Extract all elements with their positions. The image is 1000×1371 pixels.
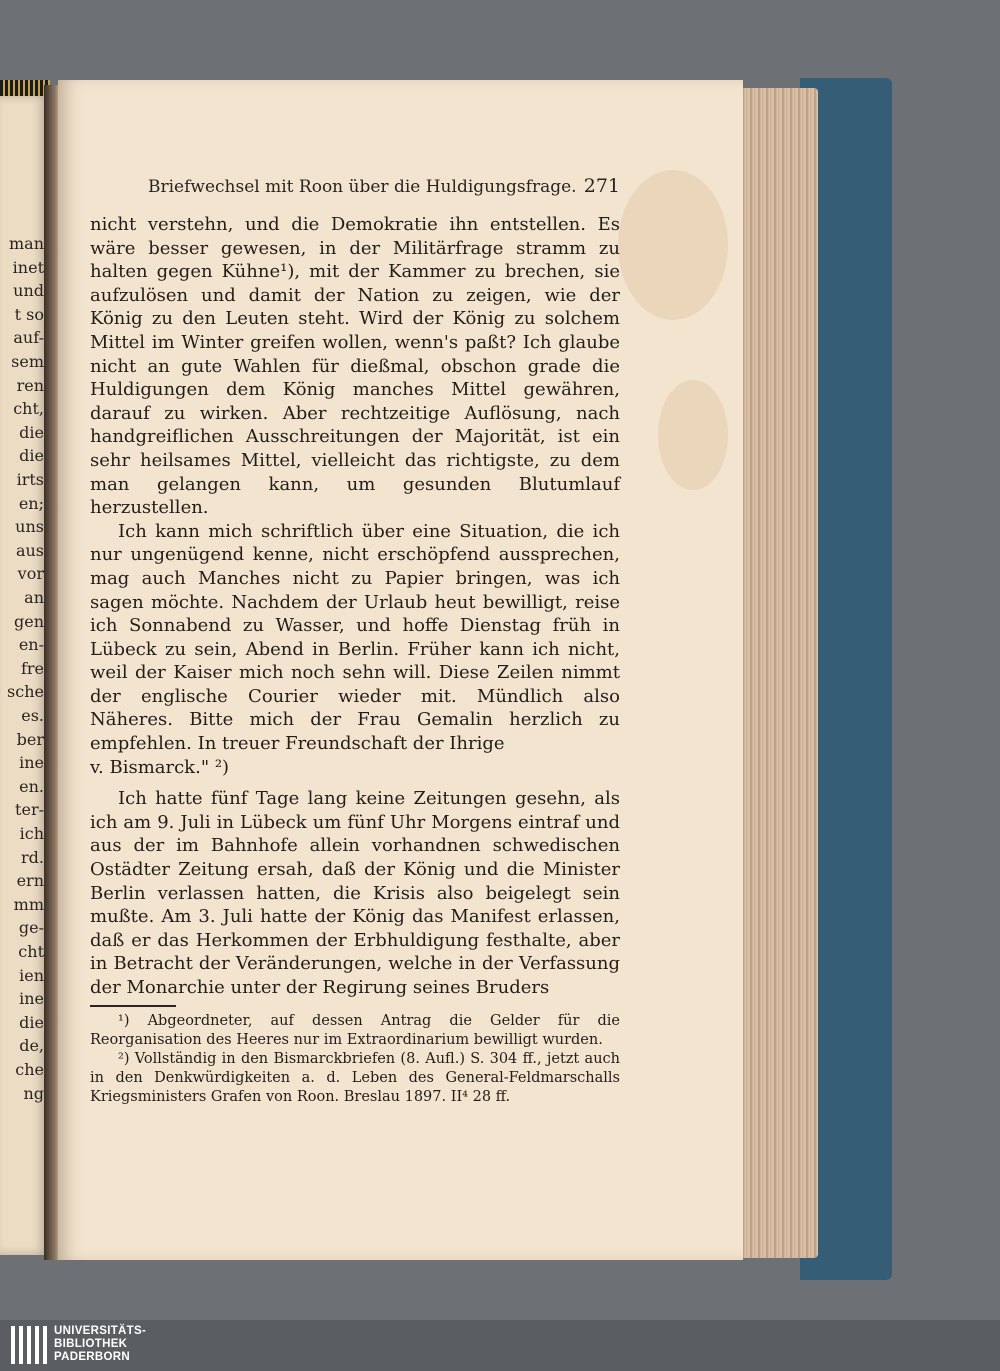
previous-page-line: cht [18, 942, 44, 961]
previous-page-line: ine [19, 753, 44, 773]
library-logo-text [54, 1325, 146, 1364]
previous-page-line: ien [19, 965, 44, 985]
paragraph: nicht verstehn, und die Demokratie ihn entstellen. Es wäre besser gewesen, in der Militärfrage stramm zu halten gegen Kühne¹), mit der Kammer zu brechen, sie aufzulösen und damit der Nation zu zeigen, wie der König zu den Leuten steht. Wird der König zu solchem Mittel im Winter greifen wollen, wenn's paßt? Ich glaube nicht an gute Wahlen für dießmal, obschon grade die Huldigungen dem König manches Mittel gewähren, darauf zu wirken. Aber rechtzeitige Auflösung, nach handgreiflichen Ausschreitungen der Majorität, ist ein sehr heilsames Mittel, vielleicht das richtigste, zu dem man gelangen kann, um gesunden Blutumlauf herzustellen. [90, 214, 620, 519]
previous-page-line: che [15, 1060, 44, 1079]
previous-page-line: sche [7, 682, 44, 702]
previous-page-line: auf- [13, 328, 44, 348]
previous-page-line: ge- [18, 918, 44, 938]
left-page-edge [0, 80, 50, 96]
running-head [148, 175, 620, 197]
paper-stain [658, 380, 728, 490]
body-text [90, 213, 620, 1000]
previous-page-line: ber [16, 729, 44, 749]
previous-page-line: irts [16, 470, 44, 489]
logo-line: PADERBORN [54, 1351, 130, 1363]
previous-page-line: und [13, 281, 44, 301]
paper-stain [618, 170, 728, 320]
previous-page-line: vor [17, 564, 44, 584]
previous-page-line: es. [21, 706, 44, 725]
previous-page-line: fre [20, 658, 44, 678]
footnote: ¹) Abgeordneter, auf dessen Antrag die Gelder für die Reorganisation des Heeres nur im Extraordinarium bewilligt wurden. [90, 1013, 620, 1048]
footnote: ²) Vollständig in den Bismarckbriefen (8. Aufl.) S. 304 ff., jetzt auch in den Denkwürdigkeiten a. d. Leben des General-Feldmarschalls Kriegsministers Grafen von Roon. Breslau 1897. II⁴ 28 ff. [90, 1051, 620, 1105]
previous-page-line: die [19, 1012, 44, 1032]
letter-signature: v. Bismarck." ²) [90, 756, 230, 778]
previous-page-line: die [19, 446, 44, 466]
footnotes [90, 1012, 620, 1107]
logo-line: UNIVERSITÄTS- [54, 1325, 147, 1337]
previous-page-line: cht, [13, 399, 44, 419]
previous-page-line: en. [19, 776, 44, 796]
previous-page-line: gen [13, 611, 44, 631]
previous-page-line: sem [11, 352, 44, 371]
previous-page-line: rd. [21, 847, 44, 867]
previous-page-line: en- [18, 635, 44, 655]
previous-page-line: de, [19, 1036, 44, 1056]
footnote-divider [90, 1005, 176, 1007]
running-head-title: Briefwechsel mit Roon über die Huldigungsfrage. [148, 177, 577, 197]
previous-page-line: ter- [15, 800, 44, 820]
previous-page-line: die [19, 422, 44, 442]
previous-page-line: en; [18, 493, 44, 513]
paragraph: Ich kann mich schriftlich über eine Situation, die ich nur ungenügend kenne, nicht erschöpfend aussprechen, mag auch Manches nicht zu Papier bringen, was ich sagen möchte. Nachdem der Urlaub heut bewilligt, reise ich Sonnabend zu Wasser, und hoffe Dienstag früh in Lübeck zu sein, Abend in Berlin. Früher kann ich nicht, weil der Kaiser mich noch sehn will. Diese Zeilen nimmt der englische Courier wieder mit. Mündlich also Näheres. Bitte mich der Frau Gemalin herzlich zu empfehlen. In treuer Freundschaft der Ihrige [90, 520, 620, 755]
previous-page-line: uns [15, 517, 44, 537]
previous-page-line: t so [14, 304, 44, 324]
page-block-edge [738, 88, 818, 1258]
previous-page-line: ern [16, 871, 44, 891]
previous-page-line: ine [19, 989, 44, 1009]
previous-page-line: inet [12, 257, 44, 277]
logo-line: BIBLIOTHEK [54, 1338, 128, 1350]
previous-page-line: aus [15, 540, 44, 560]
previous-page-line: an [24, 588, 44, 607]
footer-bar [0, 1320, 1000, 1371]
previous-page-line: man [8, 234, 44, 253]
paragraph: Ich hatte fünf Tage lang keine Zeitungen gesehn, als ich am 9. Juli in Lübeck um fünf Uhr Morgens eintraf und aus der im Bahnhofe allein vorhandnen schwedischen Ostädter Zeitung ersah, daß der König und die Minister Berlin verlassen hatten, die Krisis also beigelegt sein mußte. Am 3. Juli hatte der König das Manifest erlassen, daß er das Herkommen der Erbhuldigung festhalte, aber in Betracht der Veränderungen, welche in der Verfassung der Monarchie unter der Regirung seines Bruders [90, 788, 620, 998]
library-logo-icon [10, 1324, 48, 1366]
page-number: 271 [583, 175, 620, 197]
previous-page-line: ren [16, 375, 44, 395]
previous-page-line: ng [23, 1083, 44, 1103]
previous-page-line: ich [19, 824, 44, 843]
previous-page-line: mm [13, 894, 44, 914]
